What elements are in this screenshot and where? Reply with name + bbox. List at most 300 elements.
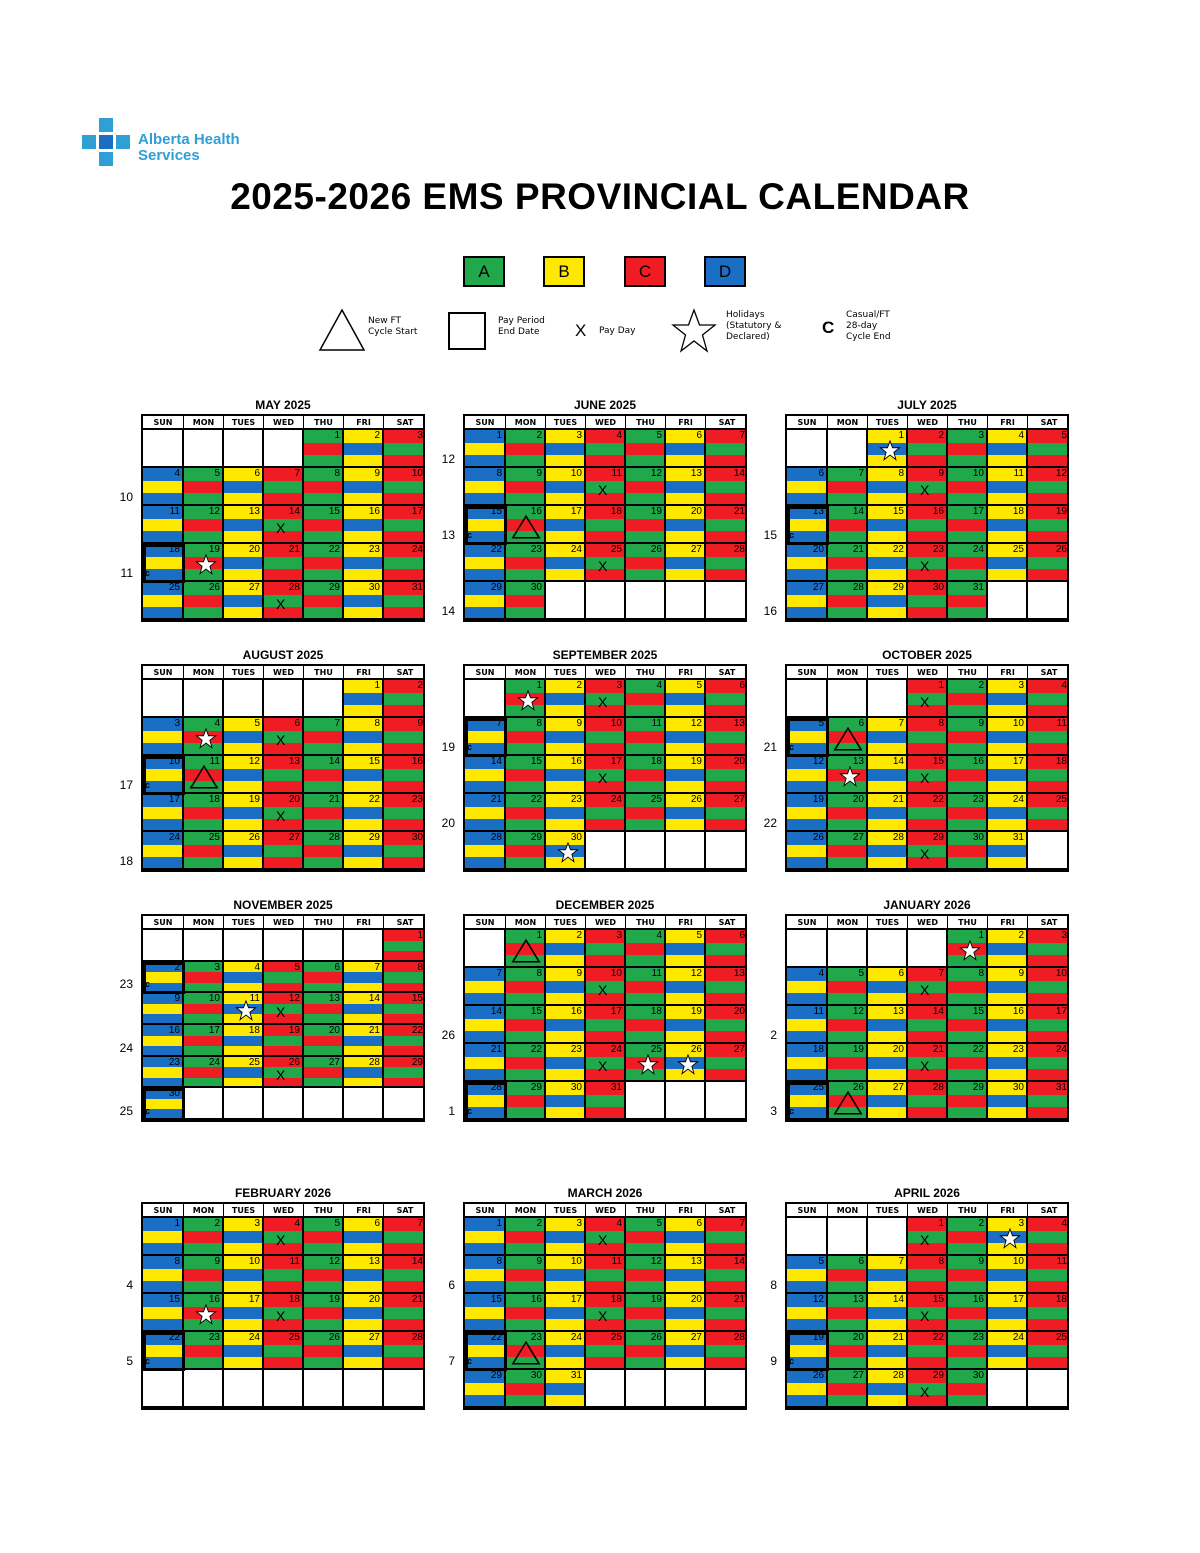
day-number: 2 [938, 430, 944, 441]
shift-band [506, 769, 544, 782]
shift-band [224, 769, 262, 782]
day-number: 27 [852, 1370, 864, 1381]
weekday-header: FRI [344, 416, 384, 430]
day-number: 3 [978, 430, 984, 441]
shift-band [948, 1357, 986, 1370]
shift-band [184, 1046, 222, 1057]
shift-band [344, 455, 382, 468]
shift-band [706, 493, 747, 506]
shift-band [948, 1095, 986, 1108]
day-number: 17 [1055, 1006, 1067, 1017]
day-cell [384, 582, 425, 620]
day-number: 8 [374, 718, 380, 729]
shift-band [143, 1046, 182, 1057]
shift-band [828, 1069, 866, 1082]
day-cell [264, 832, 304, 870]
day-cell [586, 718, 626, 756]
shift-band [988, 1319, 1026, 1332]
day-number: 4 [818, 968, 824, 979]
day-number: 23 [570, 794, 582, 805]
shift-band [626, 705, 664, 718]
shift-band [988, 845, 1026, 858]
shift-band [828, 493, 866, 506]
shift-band [506, 1057, 544, 1070]
empty-cell [988, 582, 1028, 620]
pay-day-x-icon: X [276, 1067, 286, 1084]
day-cell [626, 718, 666, 756]
shift-band [143, 807, 182, 820]
day-number: 15 [932, 756, 944, 767]
shift-band [224, 731, 262, 744]
shift-band [304, 1231, 342, 1244]
day-cell [988, 756, 1028, 794]
day-number: 6 [739, 680, 745, 691]
day-number: 4 [1061, 680, 1067, 691]
pay-day-x-icon: X [920, 482, 930, 498]
shift-band [988, 943, 1026, 956]
day-number: 8 [938, 718, 944, 729]
casual-cycle-end-icon: c [467, 530, 473, 540]
day-number: 9 [978, 1256, 984, 1267]
shift-band [787, 1307, 826, 1320]
shift-band [264, 1036, 302, 1047]
pay-period-number: 4 [126, 1278, 133, 1292]
day-number: 9 [174, 993, 180, 1005]
day-number: 11 [1056, 718, 1067, 729]
day-cell [868, 1256, 908, 1294]
day-number: 22 [932, 1332, 944, 1343]
day-number: 1 [417, 930, 423, 941]
legend-new-ft-cycle [318, 306, 438, 356]
shift-band [626, 1269, 664, 1282]
day-number: 20 [892, 1044, 904, 1055]
day-cell [384, 544, 425, 582]
shift-band [586, 743, 624, 756]
day-number: 20 [328, 1025, 340, 1036]
shift-band [828, 1383, 866, 1396]
day-cell [868, 968, 908, 1006]
day-number: 10 [610, 718, 622, 729]
shift-band [1028, 1095, 1069, 1108]
pay-day-x-icon: X [276, 1004, 286, 1021]
day-cell [586, 1044, 626, 1082]
day-cell [586, 1294, 626, 1332]
shift-band [787, 595, 826, 608]
day-number: 28 [892, 832, 904, 843]
shift-band [506, 1095, 544, 1108]
day-cell [787, 468, 828, 506]
shift-band [988, 531, 1026, 544]
month-grid [463, 664, 747, 872]
day-cell [184, 544, 224, 582]
day-number: 10 [972, 468, 984, 479]
shift-band [304, 819, 342, 832]
shift-band [264, 769, 302, 782]
day-number: 15 [892, 506, 904, 517]
shift-band [988, 443, 1026, 456]
shift-band [224, 607, 262, 620]
day-cell [224, 506, 264, 544]
day-number: 9 [374, 468, 380, 479]
shift-band [184, 1243, 222, 1256]
day-number: 26 [650, 1332, 662, 1343]
shift-band [344, 443, 382, 456]
shift-band [988, 1019, 1026, 1032]
shift-band [586, 943, 624, 956]
shift-band [626, 493, 664, 506]
day-cell [506, 468, 546, 506]
day-number: 22 [932, 794, 944, 805]
shift-band [868, 1383, 906, 1396]
day-number: 10 [208, 993, 220, 1005]
shift-band [224, 1357, 262, 1370]
day-number: 19 [650, 506, 662, 517]
day-number: 6 [696, 430, 702, 441]
shift-band [264, 557, 302, 570]
shift-band [344, 983, 382, 994]
shift-band [948, 1319, 986, 1332]
shift-band [988, 705, 1026, 718]
day-cell [384, 832, 425, 870]
day-number: 12 [690, 968, 702, 979]
shift-band [304, 731, 342, 744]
month-title: JULY 2025 [897, 398, 957, 412]
day-cell [224, 794, 264, 832]
shift-band [546, 519, 584, 532]
day-cell [787, 1332, 828, 1370]
day-cell [465, 506, 506, 544]
shift-band [224, 595, 262, 608]
weekday-header: SAT [384, 1204, 425, 1218]
shift-band [384, 693, 425, 706]
day-cell [143, 506, 184, 544]
day-number: 1 [978, 930, 984, 941]
day-number: 8 [938, 1256, 944, 1267]
shift-band [626, 481, 664, 494]
casual-cycle-end-icon: c [145, 1356, 151, 1366]
shift-band [868, 857, 906, 870]
day-number: 18 [610, 506, 622, 517]
shift-band [1028, 1345, 1069, 1358]
month-calendar [119, 648, 425, 878]
day-cell [787, 1044, 828, 1082]
shift-band [506, 493, 544, 506]
day-cell [506, 968, 546, 1006]
day-number: 5 [1061, 430, 1067, 441]
day-cell [787, 582, 828, 620]
day-number: 1 [334, 430, 340, 441]
shift-band [988, 1069, 1026, 1082]
day-number: 15 [932, 1294, 944, 1305]
day-number: 12 [328, 1256, 340, 1267]
day-number: 30 [932, 582, 944, 593]
shift-band [1028, 731, 1069, 744]
shift-band [384, 443, 425, 456]
shift-band [908, 1095, 946, 1108]
day-number: 20 [690, 1294, 702, 1305]
day-cell [706, 430, 747, 468]
day-number: 2 [1018, 930, 1024, 941]
day-cell [948, 582, 988, 620]
day-cell [1028, 756, 1069, 794]
shift-band [546, 1019, 584, 1032]
day-cell [787, 718, 828, 756]
shift-band [465, 1057, 504, 1070]
month-calendar [448, 1186, 747, 1416]
day-cell [264, 468, 304, 506]
shift-band [666, 557, 704, 570]
day-cell [868, 756, 908, 794]
day-number: 7 [938, 968, 944, 979]
shift-band [384, 1231, 425, 1244]
shift-band [384, 569, 425, 582]
day-number: 22 [328, 544, 340, 555]
shift-band [948, 693, 986, 706]
day-cell [506, 506, 546, 544]
shift-band [706, 1319, 747, 1332]
day-cell [546, 1044, 586, 1082]
shift-band [908, 519, 946, 532]
weekday-header: THU [948, 1204, 988, 1218]
shift-band [465, 993, 504, 1006]
day-cell [264, 582, 304, 620]
shift-band [384, 455, 425, 468]
shift-band [304, 1036, 342, 1047]
day-number: 12 [650, 468, 662, 479]
shift-band [304, 493, 342, 506]
empty-cell [586, 582, 626, 620]
day-number: 30 [530, 582, 542, 593]
shift-band [988, 819, 1026, 832]
weekday-header: SUN [787, 1204, 828, 1218]
empty-cell [304, 680, 344, 718]
shift-band [143, 1004, 182, 1015]
day-number: 30 [570, 1082, 582, 1093]
weekday-header: SAT [384, 666, 425, 680]
shift-band [506, 981, 544, 994]
shift-band [546, 807, 584, 820]
logo-wordmark [138, 132, 240, 164]
day-cell [546, 756, 586, 794]
pay-period-number: 26 [441, 1028, 455, 1042]
day-cell [948, 544, 988, 582]
day-number: 19 [812, 794, 824, 805]
shift-band [224, 1046, 262, 1057]
shift-band [506, 1243, 544, 1256]
shift-band [384, 731, 425, 744]
day-number: 16 [530, 506, 542, 517]
day-number: 25 [1012, 544, 1024, 555]
empty-cell [143, 930, 184, 962]
pay-period-number: 3 [770, 1104, 777, 1118]
weekday-header: WED [264, 1204, 304, 1218]
shift-band [304, 1345, 342, 1358]
shift-band [706, 1345, 747, 1358]
day-number: 12 [650, 1256, 662, 1267]
day-cell [948, 756, 988, 794]
day-cell [626, 1256, 666, 1294]
shift-band [506, 807, 544, 820]
day-cell [143, 1025, 184, 1057]
shift-band [184, 607, 222, 620]
day-number: 23 [932, 544, 944, 555]
shift-band [626, 443, 664, 456]
day-number: 27 [852, 832, 864, 843]
day-number: 30 [368, 582, 380, 593]
shift-band [344, 1046, 382, 1057]
day-cell [344, 1294, 384, 1332]
shift-band [264, 857, 302, 870]
day-cell [948, 430, 988, 468]
shift-band [224, 743, 262, 756]
shift-band [546, 769, 584, 782]
shift-band [666, 1031, 704, 1044]
day-number: 9 [417, 718, 423, 729]
shift-band [546, 531, 584, 544]
day-number: 13 [852, 1294, 864, 1305]
day-cell [586, 468, 626, 506]
shift-band [586, 1281, 624, 1294]
day-cell [546, 794, 586, 832]
day-number: 16 [972, 756, 984, 767]
day-cell [304, 468, 344, 506]
day-number: 16 [570, 756, 582, 767]
day-cell [948, 794, 988, 832]
shift-band [465, 1019, 504, 1032]
shift-band [706, 557, 747, 570]
weekday-header: THU [304, 416, 344, 430]
shift-band [868, 1095, 906, 1108]
day-cell [988, 506, 1028, 544]
day-number: 29 [530, 832, 542, 843]
shift-band [948, 781, 986, 794]
shift-band [666, 1243, 704, 1256]
month-grid [141, 414, 425, 622]
day-cell [224, 544, 264, 582]
day-number: 15 [411, 993, 423, 1005]
shift-band [706, 1019, 747, 1032]
day-cell [264, 718, 304, 756]
day-cell [948, 468, 988, 506]
empty-cell [868, 930, 908, 968]
day-cell [304, 962, 344, 994]
day-number: 23 [530, 544, 542, 555]
day-number: 6 [374, 1218, 380, 1229]
shift-band [506, 1319, 544, 1332]
shift-band [304, 1307, 342, 1320]
shift-band [626, 1307, 664, 1320]
pay-period-number: 6 [448, 1278, 455, 1292]
day-number: 25 [168, 582, 180, 593]
shift-band [1028, 1281, 1069, 1294]
empty-cell [666, 582, 706, 620]
empty-cell [224, 1088, 264, 1120]
empty-cell [184, 1088, 224, 1120]
shift-band [706, 1281, 747, 1294]
day-number: 3 [1018, 680, 1024, 691]
day-cell [465, 968, 506, 1006]
day-number: 18 [650, 756, 662, 767]
day-number: 26 [690, 794, 702, 805]
day-cell [506, 832, 546, 870]
day-number: 18 [1055, 1294, 1067, 1305]
day-number: 8 [978, 968, 984, 979]
day-cell [546, 832, 586, 870]
day-cell [344, 680, 384, 718]
shift-band [988, 1057, 1026, 1070]
shift-band [465, 1243, 504, 1256]
shift-band [546, 1383, 584, 1396]
shift-band [344, 1036, 382, 1047]
day-number: 19 [812, 1332, 824, 1343]
day-number: 17 [972, 506, 984, 517]
shift-band [143, 1036, 182, 1047]
shift-band [546, 1231, 584, 1244]
day-cell [304, 582, 344, 620]
empty-cell [344, 930, 384, 962]
pay-day-x-icon: X [276, 1232, 286, 1248]
shift-band [264, 1345, 302, 1358]
day-cell [706, 680, 747, 718]
day-cell [546, 1370, 586, 1408]
day-number: 28 [733, 544, 745, 555]
day-number: 8 [417, 961, 423, 973]
day-cell [224, 1294, 264, 1332]
shift-band [868, 557, 906, 570]
day-cell [304, 832, 344, 870]
casual-cycle-end-icon: c [145, 1105, 151, 1116]
weekday-header: FRI [666, 916, 706, 930]
weekday-header: TUES [224, 416, 264, 430]
day-number: 21 [288, 544, 300, 555]
shift-band [546, 1095, 584, 1108]
shift-band [666, 807, 704, 820]
day-number: 26 [208, 582, 220, 593]
day-number: 3 [417, 430, 423, 441]
weekday-header: WED [586, 916, 626, 930]
shift-band [143, 819, 182, 832]
day-number: 15 [168, 1294, 180, 1305]
shift-band [586, 807, 624, 820]
shift-band [224, 983, 262, 994]
pay-day-x-icon: X [598, 1058, 608, 1074]
day-cell [224, 1218, 264, 1256]
month-calendar [119, 898, 425, 1128]
day-number: 23 [208, 1332, 220, 1343]
empty-cell [586, 832, 626, 870]
day-number: 22 [368, 794, 380, 805]
shift-band [1028, 1057, 1069, 1070]
day-cell [948, 506, 988, 544]
empty-cell [224, 430, 264, 468]
day-cell [787, 506, 828, 544]
shift-band [143, 1269, 182, 1282]
day-number: 6 [898, 968, 904, 979]
shift-band [626, 1281, 664, 1294]
day-number: 1 [174, 1218, 180, 1229]
shift-band [465, 981, 504, 994]
shift-band [666, 1019, 704, 1032]
day-cell [948, 1294, 988, 1332]
weekday-header: FRI [344, 666, 384, 680]
day-number: 16 [570, 1006, 582, 1017]
empty-cell [143, 680, 184, 718]
shift-band [828, 807, 866, 820]
pay-day-x-icon: X [598, 482, 608, 498]
day-number: 27 [248, 582, 260, 593]
day-number: 19 [690, 1006, 702, 1017]
empty-cell [828, 680, 868, 718]
